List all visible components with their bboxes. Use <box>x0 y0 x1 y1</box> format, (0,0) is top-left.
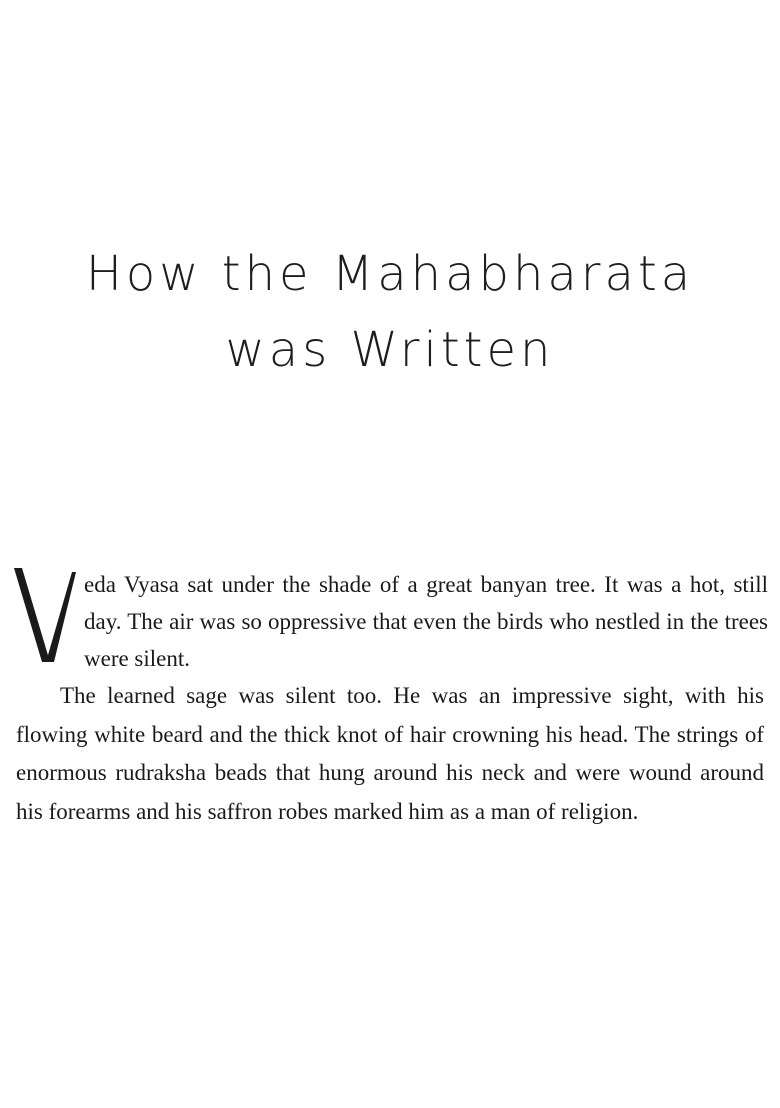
chapter-title-line-1: How the Mahabharata <box>85 246 695 302</box>
drop-cap-letter <box>12 562 78 672</box>
first-paragraph: eda Vyasa sat under the shade of a great banyan tree. It was a hot, still day. The air was so oppressive that even the birds who nestled in the trees were silent. <box>84 572 768 671</box>
chapter-title-line-2: was Written <box>225 322 555 378</box>
second-paragraph: The learned sage was silent too. He was an impressive sight, with his flowing white beard and the thick knot of hair crowning his head. The strings of enormous rudraksha beads that hung around his neck and were wound around his forearms and his saffron robes marked him as a man of religion. <box>16 683 764 824</box>
drop-cap-text: V <box>12 562 13 563</box>
first-paragraph-block <box>12 558 768 678</box>
